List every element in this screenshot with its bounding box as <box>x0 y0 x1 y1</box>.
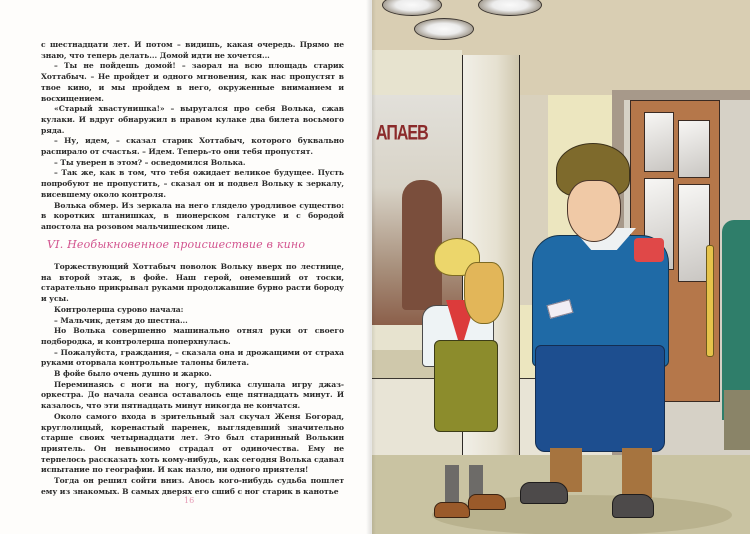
paragraph: В фойе было очень душно и жарко. <box>54 369 212 379</box>
left-text-page <box>0 0 372 534</box>
door-pane <box>644 112 674 172</box>
boy-shoe <box>468 494 506 510</box>
poster-figure <box>402 180 442 310</box>
text-block-bottom <box>41 262 344 497</box>
paragraph: – Мальчик, детям до шестна... <box>54 315 188 325</box>
book-gutter <box>366 0 376 534</box>
page-number: 16 <box>184 496 195 505</box>
background-person-legs <box>724 390 750 450</box>
door-pane <box>678 120 710 178</box>
paragraph: – Ну, идем, – сказал старик Хоттабыч, которого буквально распирало от счастья. – Идем. Теперь-то они тебя пропустят. <box>41 136 344 157</box>
paragraph: Контролерша сурово начала: <box>54 304 184 314</box>
chapter-title: VI. Необыкновенное происшествие в кино <box>47 238 306 251</box>
woman-skirt <box>535 345 665 452</box>
woman-shoe <box>612 494 654 518</box>
ceiling-lamp-icon <box>414 18 474 40</box>
door-handle <box>706 245 714 357</box>
paragraph: – Пожалуйста, граждания, – сказала она и дрожащими от страха руками оторвала контрольные талоны билета. <box>41 347 344 368</box>
boy-shoe <box>434 502 470 518</box>
paragraph: – Ты не пойдешь домой! – заорал на всю площадь старик Хоттабыч. – Не пройдет и одного мгновения, как нас пропустят в твое кино, и мы пройдем в него, окруженные вниманием и восхищением. <box>41 61 344 103</box>
red-armband <box>634 238 664 262</box>
paragraph: Но Волька совершенно машинально отнял руки от своего подбородка, и контролерша поперхнулась. <box>41 326 344 346</box>
woman-leg <box>622 448 652 498</box>
paragraph: Торжествующий Хоттабыч поволок Вольку вверх по лестнице, на второй этаж, в фойе. Наш герой, онемевший от тоски, старательно прикрывал руками продолжавшие бурно расти бороду и усы. <box>41 262 344 304</box>
paragraph: Переминаясь с ноги на ногу, публика слушала игру джаз-оркестра. До начала сеанса оставалось еще пятнадцать минут. И казалось, что эти пятнадцать минут никогда не кончатся. <box>41 379 344 411</box>
boy-beard <box>464 262 504 324</box>
illustration-page <box>372 0 750 534</box>
paragraph: – Так же, как в том, что тебя ожидает великое будущее. Пусть попробуют не пропустить, – сказал он и подвел Вольку к зеркалу, висевшему около контроля. <box>41 168 344 199</box>
woman-shoe <box>520 482 568 504</box>
paragraph: «Старый хвастунишка!» – выругался про себя Волька, сжав кулаки. И вдруг обнаружил в правом кулаке два билета восьмого ряда. <box>41 104 344 135</box>
boy-sock <box>445 465 459 507</box>
woman-face <box>567 180 621 242</box>
paragraph: Волька обмер. Из зеркала на него глядело уродливое существо: в коротких штанишках, в пионерском галстуке и с бородой апостола на розовом мальчишеском лице. <box>41 200 344 231</box>
paragraph: с шестнадцати лет. И потом – видишь, какая очередь. Прямо не знаю, что теперь делать... Домой идти не хочется... <box>41 40 344 60</box>
boy-shorts <box>434 340 498 432</box>
text-block-top <box>41 40 344 233</box>
paragraph: Около самого входа в зрительный зал скучал Женя Богорад, круглолицый, коренастый паренек, выглядевший значительно старше своих четырнадцати лет. Это был старинный Волькин приятель. Он невыносимо страдал от одиночества. Ему не терпелось рассказать хоть кому-нибудь, как сегодня Волька сдавал испытание по географии. И как назло, ни одного приятеля! <box>41 411 344 475</box>
paragraph: Тогда он решил сойти вниз. Авось кого-нибудь судьба пошлет ему из знакомых. В самых дверях его сшиб с ног старик в канотье <box>41 476 344 496</box>
paragraph: – Ты уверен в этом? – осведомился Волька. <box>54 157 246 167</box>
poster-title: АПАЕВ <box>376 122 428 145</box>
